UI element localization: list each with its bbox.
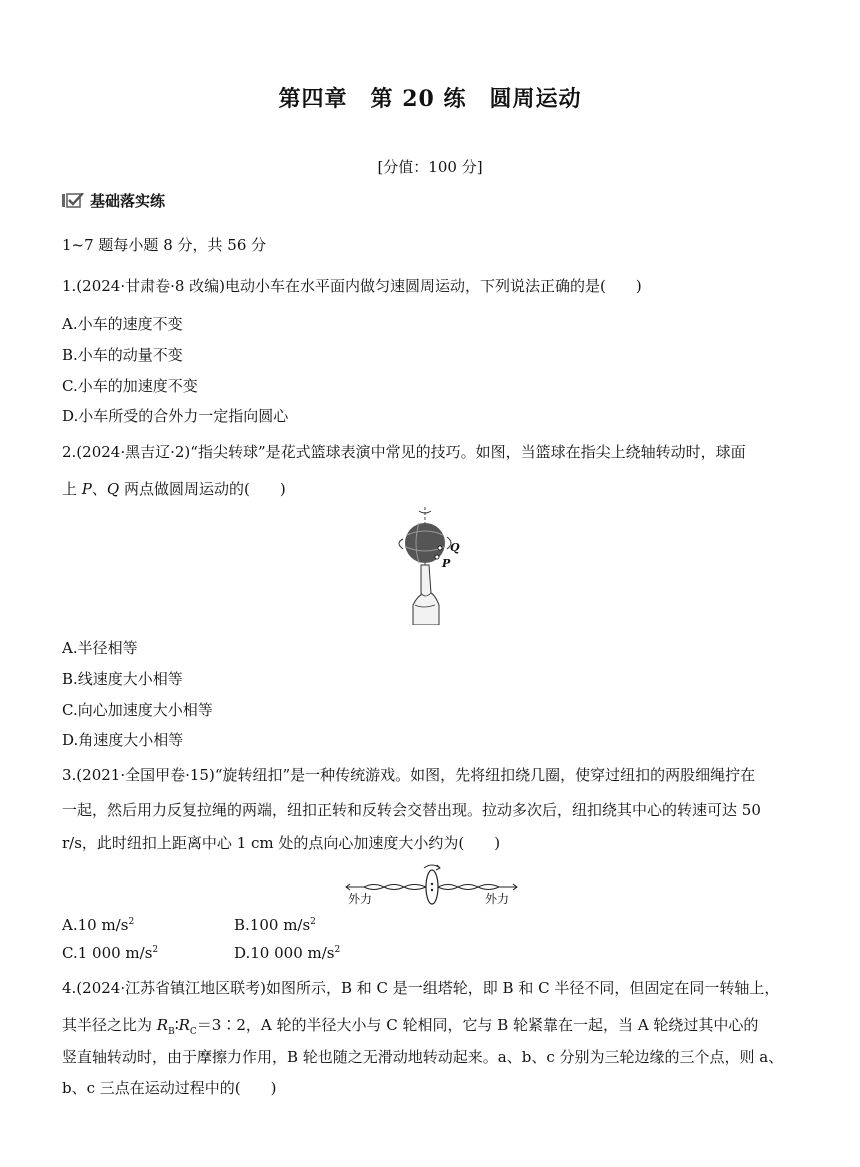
q4-text: 其半径之比为 [62, 1016, 157, 1034]
exponent: 2 [128, 917, 135, 927]
q2-stem-text: 两点做圆周运动的( ) [119, 480, 286, 498]
q2-option-d: D.角速度大小相等 [62, 731, 184, 749]
q4-stem-line3: 竖直轴转动时，由于摩擦力作用，B 轮也随之无滑动地转动起来。a、b、c 分别为三轮边缘的三个点，则 a、 [62, 1048, 784, 1066]
point-q-label: Q [106, 480, 120, 498]
basketball-figure [395, 505, 465, 625]
q2-stem-line1: 2.(2024·黑吉辽·2)“指尖转球”是花式篮球表演中常见的技巧。如图，当篮球在指尖上绕轴转动时，球面 [62, 443, 746, 461]
q4-stem-line1: 4.(2024·江苏省镇江地区联考)如图所示，B 和 C 是一组塔轮，即 B 和 C 半径不同，但固定在同一转轴上， [62, 979, 780, 997]
q3-option-b-text: B.100 m/s [234, 916, 311, 934]
checkmark-icon [62, 193, 84, 208]
point-p-label: P [81, 480, 92, 498]
radius-b-subscript: B [168, 1027, 175, 1037]
separator: 、 [91, 480, 107, 498]
fig-label-right-force: 外力 [485, 892, 510, 906]
q1-option-b: B.小车的动量不变 [62, 346, 183, 364]
q2-stem-text: 上 [62, 480, 82, 498]
q2-option-c: C.向心加速度大小相等 [62, 701, 213, 719]
fig-label-p: P [442, 557, 451, 570]
q3-option-d-text: D.10 000 m/s [234, 944, 335, 962]
exponent: 2 [152, 945, 159, 955]
fig-label-q: Q [450, 541, 460, 554]
instructions: 1~7 题每小题 8 分，共 56 分 [62, 236, 267, 254]
q3-option-c [62, 944, 158, 962]
radius-c-subscript: C [189, 1027, 197, 1037]
radius-b-symbol: R [156, 1016, 169, 1034]
q2-stem-line2 [62, 478, 286, 499]
q3-option-c-text: C.1 000 m/s [62, 944, 153, 962]
section-heading [62, 190, 165, 211]
q4-stem-line4: b、c 三点在运动过程中的( ) [62, 1079, 277, 1097]
exponent: 2 [334, 945, 341, 955]
q2-option-a: A.半径相等 [62, 639, 138, 657]
score-value: [分值：100 分] [377, 158, 483, 176]
exponent: 2 [310, 917, 316, 927]
q3-stem-line1: 3.(2021·全国甲卷·15)“旋转纽扣”是一种传统游戏。如图，先将纽扣绕几圈，使穿过纽扣的两股细绳拧在 [62, 766, 756, 784]
ratio-colon: ∶ [174, 1016, 179, 1034]
spinning-button-figure [344, 862, 519, 908]
q4-stem-line2 [62, 1014, 758, 1037]
section-label: 基础落实练 [90, 192, 166, 210]
radius-c-symbol: R [178, 1016, 190, 1034]
q1-option-a: A.小车的速度不变 [62, 315, 183, 333]
page-title: 第四章 第 20 练 圆周运动 [278, 86, 582, 112]
q3-option-d [234, 944, 340, 962]
q1-option-c: C.小车的加速度不变 [62, 377, 198, 395]
q1-stem: 1.(2024·甘肃卷·8 改编)电动小车在水平面内做匀速圆周运动，下列说法正确的是( ) [62, 277, 642, 295]
q3-stem-line2: 一起，然后用力反复拉绳的两端，纽扣正转和反转会交替出现。拉动多次后，纽扣绕其中心的转速可达 50 [62, 801, 761, 819]
q3-option-a [62, 916, 134, 934]
q4-text: ＝3∶2，A 轮的半径大小与 C 轮相同，它与 B 轮紧靠在一起，当 A 轮绕过其中心的 [196, 1016, 759, 1034]
q3-option-b [234, 916, 316, 934]
q2-option-b: B.线速度大小相等 [62, 670, 183, 688]
q3-stem-line3: r/s，此时纽扣上距离中心 1 cm 处的点向心加速度大小约为( ) [62, 834, 501, 852]
q3-option-a-text: A.10 m/s [62, 916, 129, 934]
q1-option-d: D.小车所受的合外力一定指向圆心 [62, 407, 289, 425]
fig-label-left-force: 外力 [348, 892, 373, 906]
